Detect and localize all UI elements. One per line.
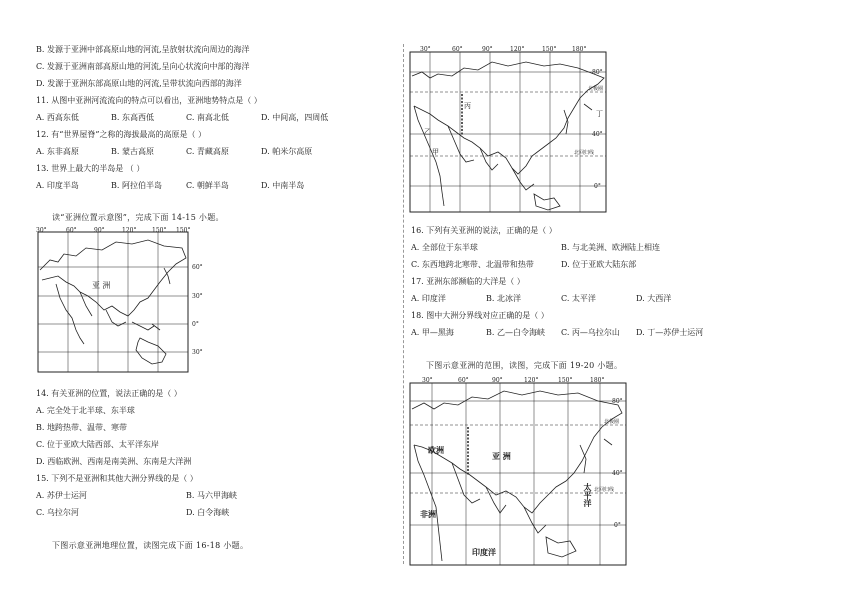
arctic-circle-label: 北极圈 bbox=[604, 419, 620, 425]
q15-stem: 15. 下列不是亚洲和其他大洲分界线的是（ ） bbox=[36, 474, 198, 483]
q13-option-d: D. 中南半岛 bbox=[261, 181, 305, 190]
region-label-indian-ocean: 印度洋 bbox=[472, 547, 496, 557]
q18-option-c: C. 丙—乌拉尔山 bbox=[561, 328, 620, 337]
lon-label: 150° bbox=[176, 227, 191, 234]
q18-stem: 18. 图中大洲分界线对应正确的是（ ） bbox=[411, 311, 549, 320]
q16-option-a: A. 全部位于东半球 bbox=[411, 243, 478, 252]
q13-option-c: C. 朝鲜半岛 bbox=[186, 181, 229, 190]
q17-stem: 17. 亚洲东部濒临的大洋是（ ） bbox=[411, 277, 525, 286]
asia-location-map bbox=[36, 226, 216, 376]
prompt-19-20: 下图示意亚洲的范围，读图，完成下面 19-20 小题。 bbox=[426, 361, 623, 370]
prompt-14-15: 读“亚洲位置示意图”，完成下面 14-15 小题。 bbox=[52, 213, 224, 222]
q16-stem: 16. 下列有关亚洲的说法，正确的是（ ） bbox=[411, 226, 557, 235]
prompt-16-18: 下图示意亚洲地理位置，读图完成下面 16-18 小题。 bbox=[52, 541, 249, 550]
lon-label: 60° bbox=[452, 46, 463, 53]
q14-option-d: D. 西临欧洲、西南是南美洲、东南是大洋洲 bbox=[36, 457, 192, 466]
lon-label: 180° bbox=[572, 46, 587, 53]
q15-option-d: D. 白令海峡 bbox=[186, 508, 230, 517]
lat-label: 40° bbox=[612, 470, 623, 477]
lon-label: 30° bbox=[36, 227, 47, 234]
marker-jia: 甲 bbox=[432, 148, 439, 156]
marker-ding: 丁 bbox=[596, 110, 603, 118]
q11-stem: 11. 从图中亚洲河流流向的特点可以看出，亚洲地势特点是（ ） bbox=[36, 96, 262, 105]
asia-extent-map bbox=[408, 375, 632, 567]
q15-option-a: A. 苏伊士运河 bbox=[36, 491, 87, 500]
lon-label: 60° bbox=[66, 227, 77, 234]
lon-label: 90° bbox=[482, 46, 493, 53]
q11-option-a: A. 西高东低 bbox=[36, 113, 79, 122]
q16-option-d: D. 位于亚欧大陆东部 bbox=[561, 260, 637, 269]
q13-stem: 13. 世界上最大的半岛是 （ ） bbox=[36, 164, 145, 173]
q14-option-a: A. 完全处于北半球、东半球 bbox=[36, 406, 135, 415]
q15-option-c: C. 乌拉尔河 bbox=[36, 508, 79, 517]
q17-option-d: D. 大西洋 bbox=[636, 294, 672, 303]
q17-option-c: C. 太平洋 bbox=[561, 294, 596, 303]
asia-geography-map bbox=[408, 44, 616, 216]
lat-label: 30° bbox=[192, 293, 203, 300]
region-label-africa: 非洲 bbox=[420, 509, 436, 519]
lon-label: 90° bbox=[492, 377, 503, 384]
q12-stem: 12. 有“世界屋脊”之称的海拔最高的高原是（ ） bbox=[36, 130, 206, 139]
lon-label: 60° bbox=[458, 377, 469, 384]
q11-option-b: B. 东高西低 bbox=[111, 113, 154, 122]
lat-label: 60° bbox=[192, 264, 203, 271]
q17-option-a: A. 印度洋 bbox=[411, 294, 446, 303]
lon-label: 150° bbox=[542, 46, 557, 53]
lon-label: 150° bbox=[152, 227, 167, 234]
q18-option-b: B. 乙—白令海峡 bbox=[486, 328, 545, 337]
q14-stem: 14. 有关亚洲的位置，说法正确的是（ ） bbox=[36, 389, 182, 398]
lon-label: 120° bbox=[524, 377, 539, 384]
q11-option-d: D. 中间高，四周低 bbox=[261, 113, 329, 122]
lat-label: 80° bbox=[592, 69, 603, 76]
lat-label: 0° bbox=[614, 522, 621, 529]
marker-yi: 乙 bbox=[424, 128, 431, 136]
q14-option-c: C. 位于亚欧大陆西部、太平洋东岸 bbox=[36, 440, 159, 449]
lon-label: 120° bbox=[122, 227, 137, 234]
region-label-asia: 亚 洲 bbox=[92, 281, 111, 290]
tropic-of-cancer-label: 北回归线 bbox=[594, 487, 615, 493]
region-label-pacific-ocean: 太平洋 bbox=[583, 483, 593, 507]
lat-label: 40° bbox=[592, 131, 603, 138]
region-label-europe: 欧洲 bbox=[428, 445, 444, 455]
tropic-of-cancer-label: 北回归线 bbox=[574, 150, 595, 156]
q12-option-d: D. 帕米尔高原 bbox=[261, 147, 313, 156]
lon-label: 90° bbox=[94, 227, 105, 234]
lon-label: 120° bbox=[510, 46, 525, 53]
region-label-asia: 亚 洲 bbox=[492, 451, 511, 461]
q12-option-c: C. 青藏高原 bbox=[186, 147, 229, 156]
lat-label: 80° bbox=[612, 398, 623, 405]
lat-label: 30° bbox=[192, 349, 203, 356]
lat-label: 0° bbox=[594, 183, 601, 190]
q11-option-c: C. 南高北低 bbox=[186, 113, 229, 122]
q16-option-c: C. 东西地跨北寒带、北温带和热带 bbox=[411, 260, 534, 269]
column-divider bbox=[403, 44, 404, 564]
q12-option-b: B. 蒙古高原 bbox=[111, 147, 154, 156]
marker-bing: 丙 bbox=[464, 102, 471, 110]
lon-label: 30° bbox=[422, 377, 433, 384]
q10-option-c: C. 发源于亚洲南部高原山地的河流,呈向心状流向中部的海洋 bbox=[36, 62, 250, 71]
q13-option-a: A. 印度半岛 bbox=[36, 181, 79, 190]
q10-option-b: B. 发源于亚洲中部高原山地的河流,呈放射状流向周边的海洋 bbox=[36, 45, 250, 54]
q16-option-b: B. 与北美洲、欧洲陆上相连 bbox=[561, 243, 660, 252]
lat-label: 0° bbox=[192, 321, 199, 328]
lon-label: 150° bbox=[558, 377, 573, 384]
q17-option-b: B. 北冰洋 bbox=[486, 294, 521, 303]
q15-option-b: B. 马六甲海峡 bbox=[186, 491, 237, 500]
lon-label: 180° bbox=[590, 377, 605, 384]
arctic-circle-label: 北极圈 bbox=[588, 86, 604, 92]
q12-option-a: A. 东非高原 bbox=[36, 147, 79, 156]
q10-option-d: D. 发源于亚洲东部高原山地的河流,呈带状流向西部的海洋 bbox=[36, 79, 242, 88]
q14-option-b: B. 地跨热带、温带、寒带 bbox=[36, 423, 127, 432]
lon-label: 30° bbox=[420, 46, 431, 53]
q18-option-a: A. 甲—黑海 bbox=[411, 328, 454, 337]
q18-option-d: D. 丁—苏伊士运河 bbox=[636, 328, 704, 337]
q13-option-b: B. 阿拉伯半岛 bbox=[111, 181, 162, 190]
